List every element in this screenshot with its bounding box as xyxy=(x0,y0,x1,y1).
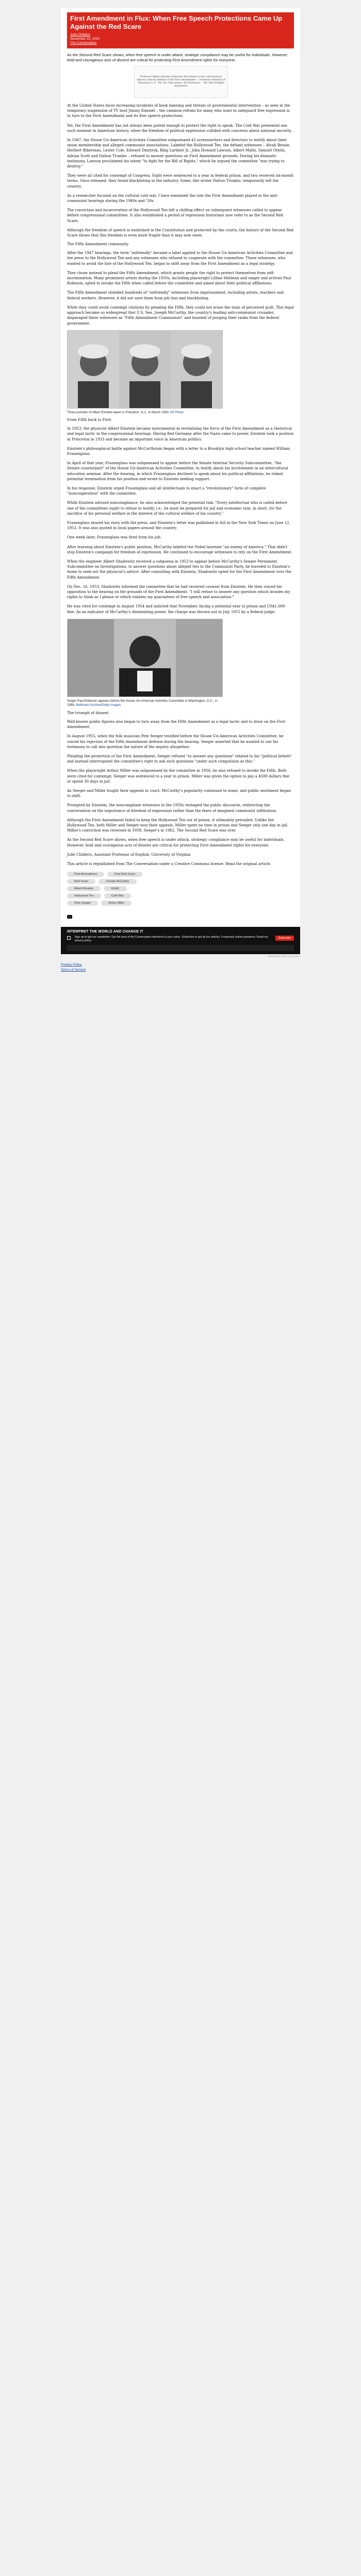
footer-link[interactable]: Terms of Service xyxy=(61,968,86,972)
author-bio: Julie Childers, Assistant Professor of English, University of Virginia xyxy=(67,852,191,857)
tag-row xyxy=(67,893,294,899)
robeson-photo-figure xyxy=(67,619,222,708)
tag-row xyxy=(67,879,294,884)
logo-strip xyxy=(67,945,294,951)
publisher-link[interactable]: The Conversation xyxy=(70,41,97,45)
author-link[interactable]: Julie Childers xyxy=(70,33,91,37)
section-triumph-heading: The triumph of dissent xyxy=(67,710,109,715)
paragraph: While Einstein advised noncompliance, he also acknowledged the potential risk: "Every intellectual who is called before one of the committees ought to refuse to testify, i.e., he must be prepared for jail and economic ruin, in short, for the sacrifice of his personal welfare in the interest of the cultural welfare of his country." xyxy=(67,501,287,516)
paragraph: As the Second Red Scare shows, when free speech is under attack, strategic compliance may be useful for individuals. However, bold and courageous acts of dissent are critical for protecting First Amendment rights for everyone. xyxy=(67,838,285,848)
tag-row xyxy=(67,901,294,906)
article-meta xyxy=(70,33,291,45)
robeson-caption-text: Singer Paul Robeson appears before the House Un-American Activities Committee in Washington, D.C., in 1956. xyxy=(67,699,218,707)
tag[interactable]: Hollywood Ten xyxy=(67,893,101,899)
paragraph: Einstein's philosophical battle against McCarthyism began with a letter to a Brooklyn high school teacher named William Frauenglass. xyxy=(67,446,290,456)
footer-text: Sign up to get our newsletter. Get the best of the Conversation delivered to your inbox. Subscribe to get all our articles. Frequently asked questions. Read our privacy policy. xyxy=(74,936,269,943)
paragraph: One week later, Frauenglass was fired from his job. xyxy=(67,535,162,540)
tag-row xyxy=(67,886,294,891)
subscribe-button[interactable]: Subscribe xyxy=(275,936,294,941)
paragraph: As Seeger and Miller fought their appeals in court, McCarthy's popularity continued to wane, and public sentiment began to shift. xyxy=(67,788,291,799)
paragraph: When the playwright Arthur Miller was subpoenaed by the committee in 1956, he also refused to invoke the Fifth. Both were cited for contempt; Seeger was sentenced to a year in prison. Miller was given the option to pay a $500 dollars fine or spend 30 days in jail. xyxy=(67,769,290,784)
paragraphs-intro xyxy=(67,103,294,238)
embed-credit: Embedded with permission xyxy=(268,955,300,959)
paragraph: When the engineer Albert Shadowitz received a subpoena in 1953 to appear before McCarthy's Senate Permanent Subcommittee on Investigations, to answer questions about alleged ties to the Communist Party, he traveled to Einstein's home to seek out the physicist's advice. After consulting with Einstein, Shadowitz opted for the First Amendment over the Fifth Amendment. xyxy=(67,560,292,580)
einstein-photo-figure xyxy=(67,330,222,415)
paragraphs-fifth xyxy=(67,250,294,326)
einstein-photo-caption xyxy=(67,411,222,415)
paragraphs-triumph xyxy=(67,719,294,848)
article-lede: As the Second Red Scare shows, when free speech is under attack, strategic compliance may be useful for individuals. However, bold and courageous acts of dissent are critical for protecting First Amendment rights for everyone. xyxy=(67,53,288,62)
paragraph: The Fifth Amendment shielded hundreds of "unfriendly" witnesses from imprisonment, including artists, teachers and federal workers. However, it did not save them from job loss and blacklisting. xyxy=(67,291,284,300)
paragraph: At the United States faces increasing incidents of book banning and threats of governmental intervention – as seen in the temporary suspension of TV host Jimmy Kimmel – the common refrain for many who want to safeguard free expression is to turn to the First Amendment and its free speech protections. xyxy=(67,104,290,118)
paragraph: After learning about Einstein's public position, McCarthy labeled the Nobel laureate "an enemy of America." That didn't stop Einstein's campaign for freedom of expression. He continued to encourage witnesses to rely on the First Amendment. xyxy=(67,545,292,554)
footer-link[interactable]: Privacy Policy xyxy=(61,963,82,967)
paragraph: Well-known public figures also began to turn away from the Fifth Amendment as a legal tactic and to draw on the First Amendment. xyxy=(67,719,286,730)
paragraph: In April of that year, Frauenglass was subpoenaed to appear before the Senate Internal Security Subcommittee, "the Senate counterpart" of the House Un-American Activities Committee, to testify about his involvement in an intercultural education seminar. After the hearing, in which Frauenglass declined to speak about his political affiliations, he risked potential termination from his position and wrote to Einstein seeking support. xyxy=(67,461,288,481)
tag[interactable]: Albert Einstein xyxy=(67,886,101,891)
paragraph: Frauenglass shared his story with the press, and Einstein's letter was published in full in the New York Times on June 12, 1953. It was also quoted in local papers around the country. xyxy=(67,521,290,531)
paragraph: In 1953, the physicist Albert Einstein became instrumental in revitalizing the force of the First Amendment as a rhetorical and legal tactic in the congressional hearings. Having fled Germany after the Nazis came to power, Einstein took a position at Princeton in 1933 and became an important voice in American politics. xyxy=(67,427,294,442)
paragraph: Although the First Amendment failed to keep the Hollywood Ten out of prison, it ultimately prevailed. Unlike the Hollywood Ten, both Miller and Seeger won their appeals. Miller spent no time in prison and Seeger only one day in jail. Miller's conviction was reversed in 1958; Seeger's in 1962. The Second Red Scare was over. xyxy=(67,818,289,833)
paragraph: Prompted by Einstein, the noncompliant witnesses in the 1950s reshaped the public discourse, redirecting the conversation on the importance of freedom of expression rather than the fears of imagined communist infiltration. xyxy=(67,803,277,813)
tag[interactable]: Joseph McCarthy xyxy=(99,879,136,884)
tag-row xyxy=(67,872,294,877)
newsletter-checkbox[interactable] xyxy=(67,936,71,940)
paragraph: While they could avoid contempt citations by pleading the Fifth, they could not erase the stain of perceived guilt. This legal approach became so widespread that U.S. Sen. Joseph McCarthy, the country's leading anti-communist crusader, disparaged these witnesses as "Fifth Amendment Communists" and boasted of purging their ranks from the federal government. xyxy=(67,305,294,326)
article xyxy=(61,8,300,927)
robeson-photo xyxy=(67,619,223,697)
tag[interactable]: HUAC xyxy=(104,886,126,891)
paragraph: As a researcher focused on the cultural cold war, I have examined the role the First Amendment played in the anti-communist hearings during the 1940s and '50s. xyxy=(67,193,278,204)
article-title: First Amendment in Flux: When Free Speech Protections Came Up Against the Red Scare xyxy=(70,14,283,30)
footer-title: INTERPRET THE WORLD AND CHANGE IT xyxy=(67,930,143,934)
tag[interactable]: First Red Scare xyxy=(107,872,142,877)
einstein-photo-credit[interactable]: AP Photo xyxy=(170,410,184,414)
einstein-caption-text: Three portraits of Albert Einstein taken in Princeton, N.J., in March 1953. xyxy=(67,410,170,414)
newsletter-form xyxy=(67,936,294,943)
robeson-photo-credit[interactable]: Bettmann Archive/Getty Images xyxy=(76,703,121,707)
section-fifth-heading: The Fifth Amendment community xyxy=(67,242,129,247)
tag-list xyxy=(67,872,294,906)
robeson-photo-caption xyxy=(67,699,222,708)
paragraph: They were all cited for contempt of Congress. Eight were sentenced to a year in federal prison, and two received six-month terms. Once released, they found blacklisting in the industry. Some, like writer Dalton Trumbo, temporarily left the country. xyxy=(67,174,294,189)
bottom-links xyxy=(61,958,300,978)
paragraphs-fifth-back xyxy=(67,426,294,615)
tribute-figure xyxy=(134,66,227,98)
republish-note: This article is republished from The Conversation under a Creative Commons license. Read the original article. xyxy=(67,861,271,866)
einstein-photo xyxy=(67,330,223,409)
paragraph: Yet, the First Amendment has not always been potent enough to protect the right to speak. The Cold War presented one such moment in American history, when the freedom of political expression collided with concerns about national security. xyxy=(67,123,292,133)
einstein-portraits-icon xyxy=(68,331,222,408)
page xyxy=(61,0,300,978)
section-fifth-back-heading: From Fifth back to First xyxy=(67,418,111,422)
paragraph: After the 1947 hearings, the term "unfriendly" became a label applied to the House Un-American Activities Committee and the press to the Hollywood Ten and any witnesses who refused to cooperate with the committee. These witnesses, who wanted to avoid the fate of the Hollywood Ten, began to shift away from the First Amendment as a legal strategy. xyxy=(67,251,293,266)
paragraph: Although the freedom of speech is enshrined in the Constitution and protected by the courts, the history of the Second Red Scare shows that this freedom is even more fragile than it may now seem. xyxy=(67,228,294,238)
paragraph: They chose instead to plead the Fifth Amendment, which grants people the right to protect themselves from self-incrimination. Many prominent artists during the 1950s, including playwright Lillian Hellman and singer and activist Paul Robeson, opted to invoke the Fifth when called before the committee and asked about their political affiliations. xyxy=(67,270,291,286)
headline-bar xyxy=(67,12,294,48)
tag[interactable]: First Amendment xyxy=(67,872,104,877)
paragraph: In 1947, the House Un-American Activities Committee subpoenaed 43 screenwriters and directors to testify about their union membership and alleged communist associations. Labeled the Hollywood Ten, the defiant witnesses – Alvah Bessie, Herbert Biberman, Lester Cole, Edward Dmytryk, Ring Lardner Jr., John Howard Lawson, Albert Maltz, Samuel Ornitz, Adrian Scott and Dalton Trumbo – refused to answer questions on First Amendment grounds. During his dramatic testimony, Lawson proclaimed his intent "to fight for the Bill of Rights," which he argued the committee "was trying to destroy." xyxy=(67,138,290,169)
cc-license-icon: CC xyxy=(68,916,72,919)
paragraph: The conviction and incarceration of the Hollywood Ten left a chilling effect on subsequent witnesses called to appear before congressional committees. It also established a period of repression historians now refer to as the Second Red Scare. xyxy=(67,208,283,223)
tribute-text: Professor Albert Einstein dedicates this tribute to the conscientious objector and his defense of the First Amendment — Professor emeritus of Tennessee A. E. 'Mr. Art, New Jersey' All Professors — Mr. Bill of Rights and Justice xyxy=(137,76,225,88)
tag[interactable]: Pete Seeger xyxy=(67,901,98,906)
tag[interactable]: Arthur Miller xyxy=(101,901,132,906)
article-date: November 20, 2020 xyxy=(70,37,100,41)
paragraph: He was cited for contempt in August 1954 and indicted that November, facing a potential year in prison and US$1,000 fine. As an indicator of McCarthy's diminishing power, the charge was thrown out in July 1955 by a federal judge. xyxy=(67,604,285,614)
newsletter-footer xyxy=(61,927,300,954)
paragraph: In his response, Einstein urged Frauenglass and all intellectuals to enact a "revolutionary" form of complete "noncooperation" with the committee. xyxy=(67,486,266,496)
tribute-image xyxy=(134,66,228,98)
paragraph: On Dec. 16, 1953, Shadowitz informed the committee that he had received counsel from Einstein. He then voiced his opposition to the hearing on the grounds of the First Amendment: "I will refuse to answer any question which invades my rights to think as I please or which violates my guarantees of free speech and association." xyxy=(67,584,290,600)
paragraph: Pleading the protection of the First Amendment, Seeger refused "to answer any questions" related to his "political beliefs" and instead interrogated the committee's right to ask such questions "under such compulsion as this." xyxy=(67,754,292,764)
paragraph: In August 1955, when the folk musician Pete Seeger testified before the House Un-American Activities Committee, he voiced his rejection of the Fifth Amendment defense during the hearing. Seeger asserted that he wanted to use his testimony to call into question the nature of the inquiry altogether. xyxy=(67,734,284,749)
tag[interactable]: Red Scare xyxy=(67,879,95,884)
tag[interactable]: Cold War xyxy=(104,893,131,899)
robeson-portrait-icon xyxy=(68,619,222,697)
